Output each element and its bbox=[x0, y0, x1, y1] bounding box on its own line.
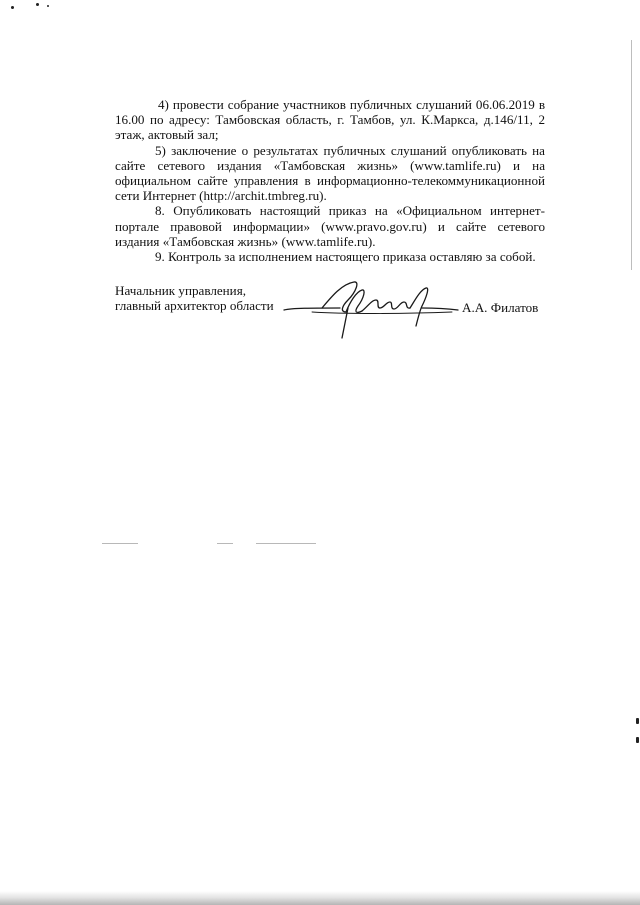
scan-faint-line bbox=[217, 543, 233, 544]
scan-bottom-noise bbox=[0, 891, 640, 905]
paragraph-item-9: 9. Контроль за исполнением настоящего приказа оставляю за собой. bbox=[155, 249, 536, 265]
scan-faint-line bbox=[256, 543, 316, 544]
paragraph-item-5: 5) заключение о результатах публичных слушаний опубликовать на сайте сетевого издания «Тамбовская жизнь» (www.tamlife.ru) и на официальном сайте управления в информационно-телекоммуникационной сети Интернет (http://archit.tmbreg.ru). bbox=[115, 142, 545, 204]
scan-speck bbox=[636, 718, 639, 724]
scan-speck bbox=[636, 737, 639, 743]
signatory-position bbox=[115, 283, 274, 313]
document-body bbox=[115, 97, 545, 264]
signatory-name: А.А. Филатов bbox=[462, 300, 539, 315]
scan-faint-line bbox=[102, 543, 138, 544]
signatory-position-line2: главный архитектор области bbox=[115, 298, 274, 314]
paragraph-item-8: 8. Опубликовать настоящий приказ на «Официальном интернет-портале правовой информации» (www.pravo.gov.ru) и сайте сетевого издания «Тамбовская жизнь» (www.tamlife.ru). bbox=[115, 203, 545, 249]
paragraph-item-4: 4) провести собрание участников публичных слушаний 06.06.2019 в 16.00 по адресу: Тамбовская область, г. Тамбов, ул. К.Маркса, д.146/11, 2 этаж, актовый зал; bbox=[115, 97, 545, 143]
scan-speck bbox=[36, 3, 39, 6]
scan-speck bbox=[47, 5, 49, 7]
signatory-position-line1: Начальник управления, bbox=[115, 283, 246, 298]
scan-edge bbox=[631, 40, 632, 270]
scan-speck bbox=[11, 6, 14, 9]
handwritten-signature bbox=[282, 278, 462, 340]
